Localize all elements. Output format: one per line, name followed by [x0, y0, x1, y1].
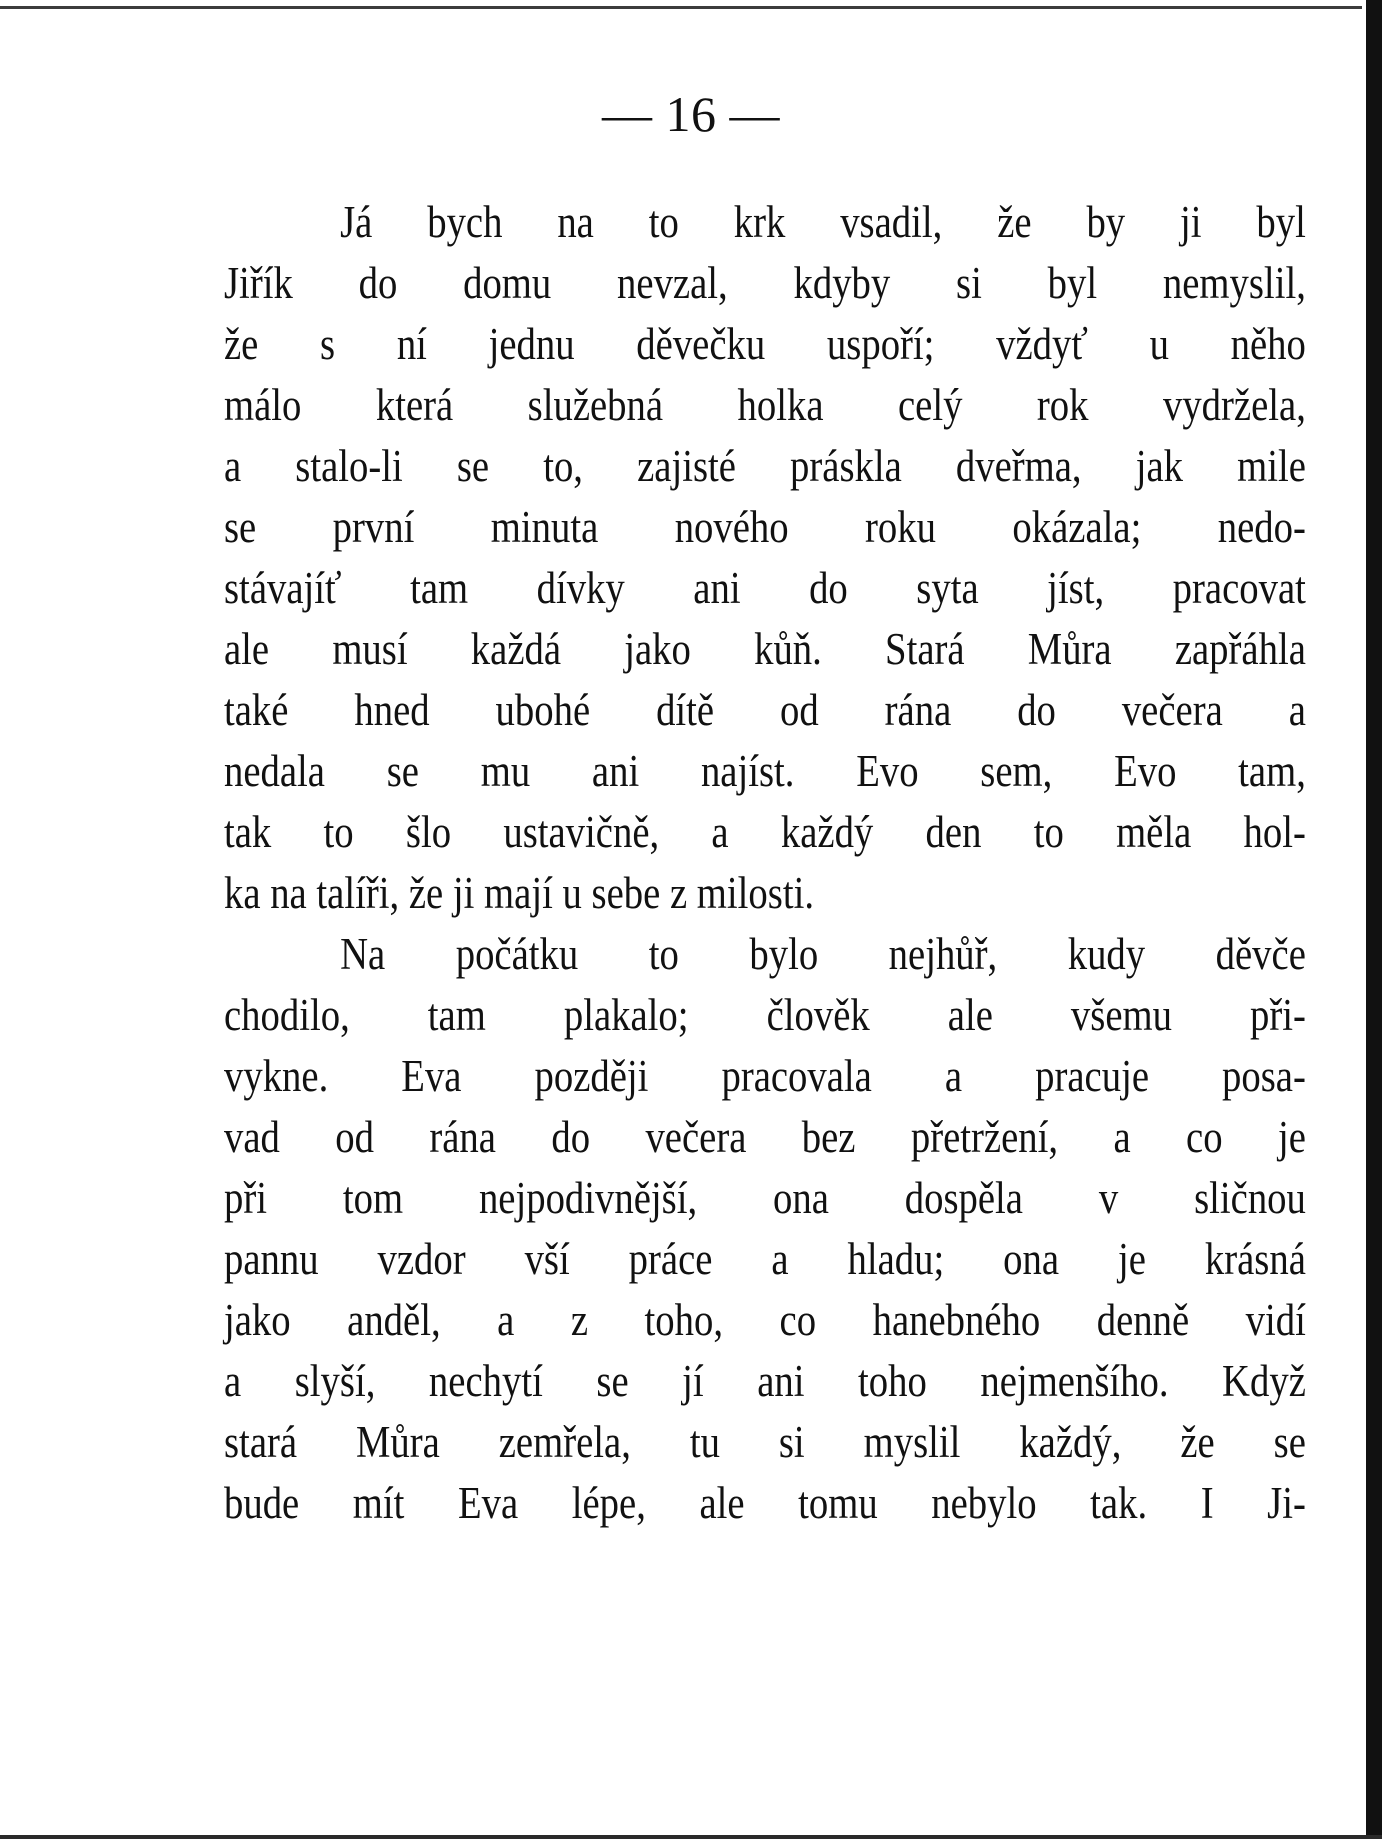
text-line: také hned ubohé dítě od rána do večera a — [224, 685, 1306, 735]
text-line: a stalo-li se to, zajisté práskla dveřma, jak mile — [224, 441, 1306, 491]
text-line: ale musí každá jako kůň. Stará Můra zapřáhla — [224, 624, 1306, 674]
text-line: Já bych na to krk vsadil, že by ji byl — [340, 197, 1306, 247]
text-line: že s ní jednu děvečku uspoří; vždyť u něho — [224, 319, 1306, 369]
text-line: jako anděl, a z toho, co hanebného denně vidí — [224, 1295, 1306, 1345]
text-line: a slyší, nechytí se jí ani toho nejmenšího. Když — [224, 1356, 1306, 1406]
text-line: chodilo, tam plakalo; člověk ale všemu při- — [224, 990, 1306, 1040]
top-edge-rule — [0, 6, 1362, 9]
right-page-edge — [1366, 0, 1382, 1839]
text-line: se první minuta nového roku okázala; nedo- — [224, 502, 1306, 552]
text-line: ka na talíři, že ji mají u sebe z milosti. — [224, 868, 815, 918]
text-line: Na počátku to bylo nejhůř, kudy děvče — [340, 929, 1306, 979]
text-line: vad od rána do večera bez přetržení, a co je — [224, 1112, 1306, 1162]
text-line: tak to šlo ustavičně, a každý den to měla hol- — [224, 807, 1306, 857]
body-text — [224, 192, 1306, 1534]
text-line: vykne. Eva později pracovala a pracuje posa- — [224, 1051, 1306, 1101]
text-line: nedala se mu ani najíst. Evo sem, Evo tam, — [224, 746, 1306, 796]
bottom-page-edge — [0, 1835, 1382, 1839]
text-line: málo která služebná holka celý rok vydržela, — [224, 380, 1306, 430]
text-line: bude mít Eva lépe, ale tomu nebylo tak. I Ji- — [224, 1478, 1306, 1528]
text-line: Jiřík do domu nevzal, kdyby si byl nemyslil, — [224, 258, 1306, 308]
text-line: při tom nejpodivnější, ona dospěla v sličnou — [224, 1173, 1306, 1223]
page-number: — 16 — — [602, 86, 780, 142]
text-line: stávajíť tam dívky ani do syta jíst, pracovat — [224, 563, 1306, 613]
text-line: stará Můra zemřela, tu si myslil každý, že se — [224, 1417, 1306, 1467]
text-line: pannu vzdor vší práce a hladu; ona je krásná — [224, 1234, 1306, 1284]
